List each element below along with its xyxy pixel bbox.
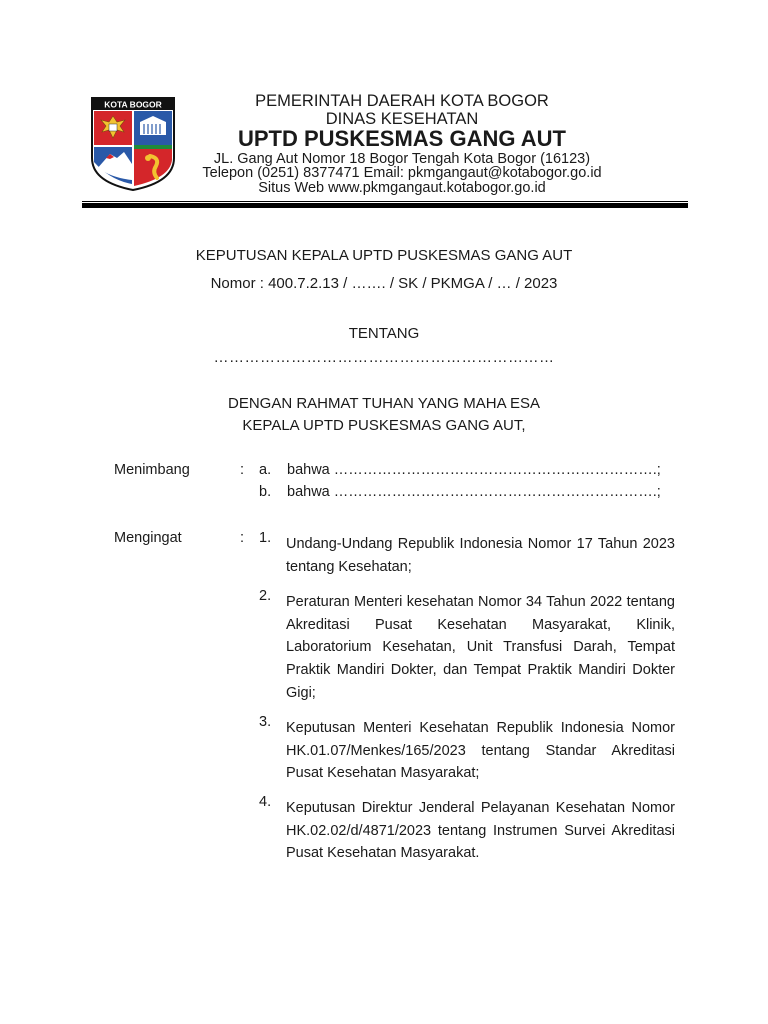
letterhead-divider-thick [82,203,688,208]
mengingat-item-marker: 4. [259,794,272,810]
menimbang-item-marker: a. [259,462,272,478]
mengingat-item-text: Undang-Undang Republik Indonesia Nomor 17 Tahun 2023 tentang Kesehatan; [286,536,675,575]
mengingat-item-marker: 1. [259,530,272,546]
letterhead-address: JL. Gang Aut Nomor 18 Bogor Tengah Kota Bogor (16123) [213,151,591,167]
mengingat-item-text: Keputusan Menteri Kesehatan Republik Indonesia Nomor HK.01.07/Menkes/165/2023 tentang Standar Akreditasi Pusat Kesehatan Masyarakat; [286,720,675,782]
preamble-rahmat: DENGAN RAHMAT TUHAN YANG MAHA ESA [227,395,540,412]
menimbang-item-marker: b. [259,484,272,500]
decree-number: Nomor : 400.7.2.13 / ……. / SK / PKMGA / … / 2023 [210,275,558,292]
mengingat-colon: : [240,530,245,546]
decree-title: KEPUTUSAN KEPALA UPTD PUSKESMAS GANG AUT [195,247,573,264]
menimbang-item-text: bahwa ………………………………………………………….; [287,484,661,500]
tentang-heading: TENTANG [348,325,420,342]
letterhead-department: DINAS KESEHATAN [325,110,479,128]
preamble-kepala: KEPALA UPTD PUSKESMAS GANG AUT, [242,417,526,434]
letterhead-website: Situs Web www.pkmgangaut.kotabogor.go.id [258,180,546,196]
menimbang-label: Menimbang [114,462,190,478]
tentang-subject-placeholder: ………………………………………………………… [213,349,555,366]
logo-text: KOTA BOGOR [104,99,162,110]
menimbang-item-text: bahwa ………………………………………………………….; [287,462,661,478]
letterhead-institution-name: UPTD PUSKESMAS GANG AUT [238,126,566,151]
letterhead-government: PEMERINTAH DAERAH KOTA BOGOR [255,92,549,110]
letterhead-contact: Telepon (0251) 8377471 Email: pkmgangaut@kotabogor.go.id [202,165,602,181]
mengingat-item-text: Peraturan Menteri kesehatan Nomor 34 Tahun 2022 tentang Akreditasi Pusat Kesehatan Masyarakat, Klinik, Laboratorium Kesehatan, Unit Transfusi Darah, Tempat Praktik Mandiri Dokter, dan Tempat Praktik Mandiri Dokter Gigi; [286,594,675,701]
mengingat-item-marker: 2. [259,588,272,604]
menimbang-colon: : [240,462,245,478]
mengingat-item-marker: 3. [259,714,272,730]
mengingat-item-text: Keputusan Direktur Jenderal Pelayanan Kesehatan Nomor HK.02.02/d/4871/2023 tentang Instrumen Survei Akreditasi Pusat Kesehatan Masyarakat. [286,800,675,862]
mengingat-label: Mengingat [114,530,182,546]
letterhead-divider-thin [82,201,688,202]
